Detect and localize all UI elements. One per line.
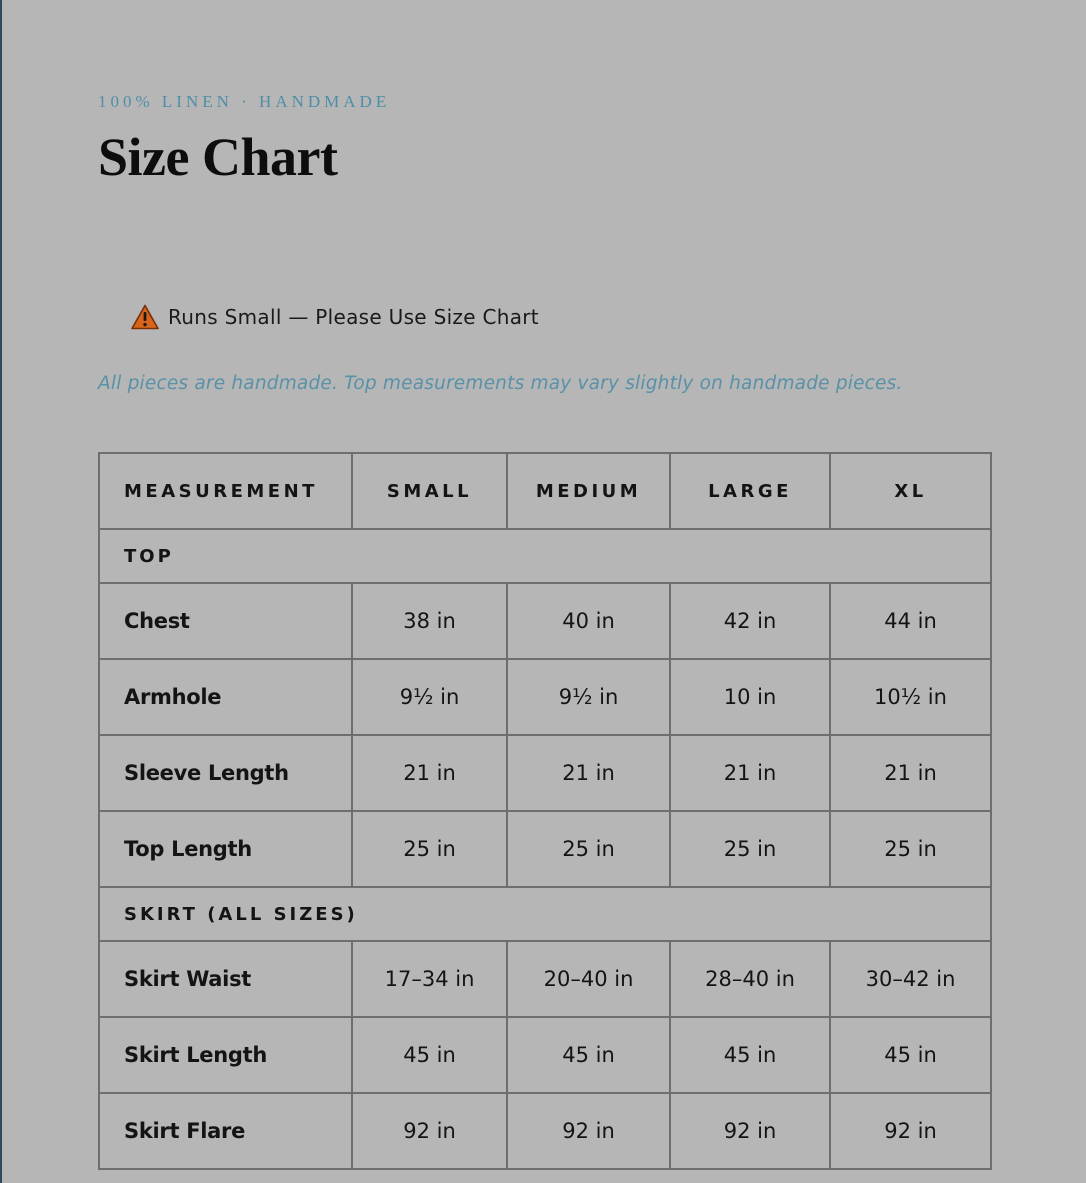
header-small: SMALL [352,453,507,529]
row-label: Skirt Waist [99,941,352,1017]
row-label: Skirt Flare [99,1093,352,1169]
cell-small: 38 in [352,583,507,659]
table-row [99,941,991,1017]
cell-small: 92 in [352,1093,507,1169]
cell-xl: 92 in [830,1093,991,1169]
section-row-top [99,529,991,583]
cell-xl: 30–42 in [830,941,991,1017]
cell-medium: 92 in [507,1093,670,1169]
row-label: Chest [99,583,352,659]
cell-large: 21 in [670,735,830,811]
table-row [99,1093,991,1169]
cell-small: 9½ in [352,659,507,735]
row-label: Top Length [99,811,352,887]
cell-xl: 21 in [830,735,991,811]
cell-medium: 25 in [507,811,670,887]
table-header-row [99,453,991,529]
row-label: Sleeve Length [99,735,352,811]
table-row [99,735,991,811]
warning-text: Runs Small — Please Use Size Chart [168,305,539,329]
cell-xl: 45 in [830,1017,991,1093]
size-table [98,452,992,1170]
cell-xl: 44 in [830,583,991,659]
runs-small-warning [131,304,539,330]
cell-xl: 25 in [830,811,991,887]
cell-small: 45 in [352,1017,507,1093]
header-xl: XL [830,453,991,529]
header-medium: MEDIUM [507,453,670,529]
cell-large: 10 in [670,659,830,735]
row-label: Skirt Length [99,1017,352,1093]
cell-large: 92 in [670,1093,830,1169]
cell-medium: 20–40 in [507,941,670,1017]
left-edge-divider [0,0,2,1183]
cell-large: 42 in [670,583,830,659]
cell-xl: 10½ in [830,659,991,735]
handmade-note: All pieces are handmade. Top measurements may vary slightly on handmade pieces. [98,373,903,394]
table-row [99,659,991,735]
cell-small: 17–34 in [352,941,507,1017]
cell-medium: 40 in [507,583,670,659]
table-row [99,1017,991,1093]
cell-medium: 9½ in [507,659,670,735]
table-row [99,811,991,887]
eyebrow-label: 100% LINEN · HANDMADE [98,92,391,111]
section-row-skirt [99,887,991,941]
cell-large: 45 in [670,1017,830,1093]
cell-medium: 45 in [507,1017,670,1093]
table-row [99,583,991,659]
cell-small: 25 in [352,811,507,887]
page-title: Size Chart [98,127,338,187]
cell-small: 21 in [352,735,507,811]
header-measurement: MEASUREMENT [99,453,352,529]
section-label: TOP [99,529,991,583]
section-label: SKIRT (ALL SIZES) [99,887,991,941]
cell-medium: 21 in [507,735,670,811]
cell-large: 28–40 in [670,941,830,1017]
warning-triangle-icon [131,304,159,330]
cell-large: 25 in [670,811,830,887]
header-large: LARGE [670,453,830,529]
row-label: Armhole [99,659,352,735]
